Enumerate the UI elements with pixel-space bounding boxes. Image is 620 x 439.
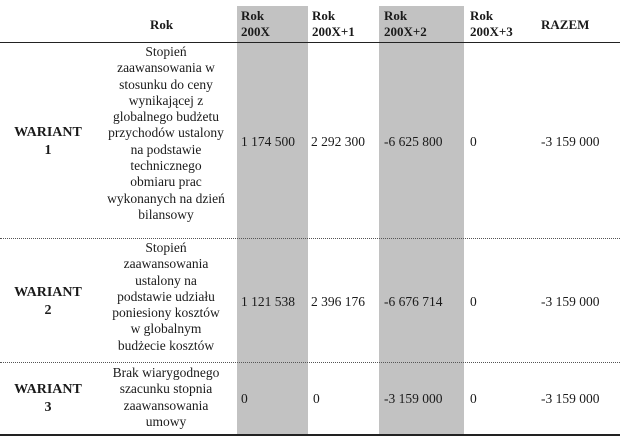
desc-line: globalnego budżetu: [112, 109, 220, 125]
variant-2-value-200x1: 2 396 176: [311, 294, 365, 309]
variant-1-line1: WARIANT: [14, 125, 82, 140]
header-razem-text: RAZEM: [541, 17, 590, 32]
desc-line: wykonanych na dzień: [107, 190, 225, 206]
variant-3-line1: WARIANT: [14, 382, 82, 397]
desc-line: szacunku stopnia: [119, 381, 213, 397]
variant-2-value-200x3: 0: [470, 294, 477, 309]
variant-3-value-200x1: 0: [313, 391, 320, 406]
header-rule: [0, 42, 620, 43]
variant-1-label: [0, 124, 96, 160]
header-col-200x1: [312, 8, 355, 40]
desc-line: na podstawie: [130, 141, 202, 157]
variant-1-value-razem: -3 159 000: [541, 134, 600, 149]
header-col-200x2-line2: 200X+2: [384, 24, 427, 39]
desc-line: bilansowy: [138, 206, 194, 222]
desc-line: Stopień: [145, 240, 187, 255]
variant-2-value-200x: 1 121 538: [241, 294, 295, 309]
desc-line: zaawansowania: [123, 397, 209, 413]
variant-3-description: [97, 365, 235, 430]
header-rok-text: Rok: [150, 17, 174, 32]
variant-3-value-200x: 0: [241, 391, 248, 406]
variant-1-value-200x: 1 174 500: [241, 134, 295, 149]
desc-line: obmiaru prac: [130, 174, 202, 190]
header-col-200x2: [384, 8, 427, 40]
desc-line: zaawansowania w: [117, 60, 215, 76]
variant-3-label: [0, 381, 96, 417]
header-col-200x3: [470, 8, 513, 40]
variant-1-description: [97, 44, 235, 223]
desc-line: budżecie kosztów: [117, 337, 215, 353]
row-divider-2: [0, 362, 620, 363]
variant-2-label: [0, 284, 96, 320]
header-col-200x1-line1: Rok: [312, 8, 336, 23]
desc-line: Stopień: [145, 44, 187, 59]
variant-2-line2: 2: [44, 303, 52, 318]
header-col-200x3-line1: Rok: [470, 8, 494, 23]
desc-line: wynikającej z: [128, 92, 204, 108]
desc-line: zaawansowania: [123, 256, 209, 272]
variant-3-value-200x3: 0: [470, 391, 477, 406]
variant-3-line2: 3: [44, 400, 52, 415]
desc-line: w globalnym: [130, 321, 202, 337]
desc-line: poniesiony kosztów: [112, 305, 220, 321]
header-col-200x1-line2: 200X+1: [312, 24, 355, 39]
variant-2-line1: WARIANT: [14, 285, 82, 300]
header-rok: [150, 17, 173, 33]
variant-3-value-razem: -3 159 000: [541, 391, 600, 406]
variant-1-value-200x2: -6 625 800: [384, 134, 443, 149]
desc-line: podstawie udziału: [117, 288, 215, 304]
variant-3-value-200x2: -3 159 000: [384, 391, 443, 406]
header-col-200x3-line2: 200X+3: [470, 24, 513, 39]
desc-line: przychodów ustalony: [108, 125, 224, 141]
desc-line: umowy: [145, 413, 187, 429]
header-col-200x-line2: 200X: [241, 24, 270, 39]
variant-2-value-200x2: -6 676 714: [384, 294, 443, 309]
variant-1-value-200x3: 0: [470, 134, 477, 149]
shaded-column-200x2: [379, 6, 464, 435]
desc-line: technicznego: [130, 158, 202, 174]
variant-1-line2: 1: [44, 143, 52, 158]
variant-2-description: [97, 240, 235, 354]
header-razem: [541, 17, 589, 33]
row-divider-1: [0, 238, 620, 239]
desc-line: ustalony na: [135, 272, 197, 288]
desc-line: stosunku do ceny: [119, 76, 213, 92]
variant-1-value-200x1: 2 292 300: [311, 134, 365, 149]
header-col-200x2-line1: Rok: [384, 8, 408, 23]
header-col-200x: [241, 8, 270, 40]
bottom-rule: [0, 434, 620, 436]
desc-line: Brak wiarygodnego: [112, 365, 220, 380]
shaded-column-200x: [237, 6, 308, 435]
variant-2-value-razem: -3 159 000: [541, 294, 600, 309]
header-col-200x-line1: Rok: [241, 8, 265, 23]
